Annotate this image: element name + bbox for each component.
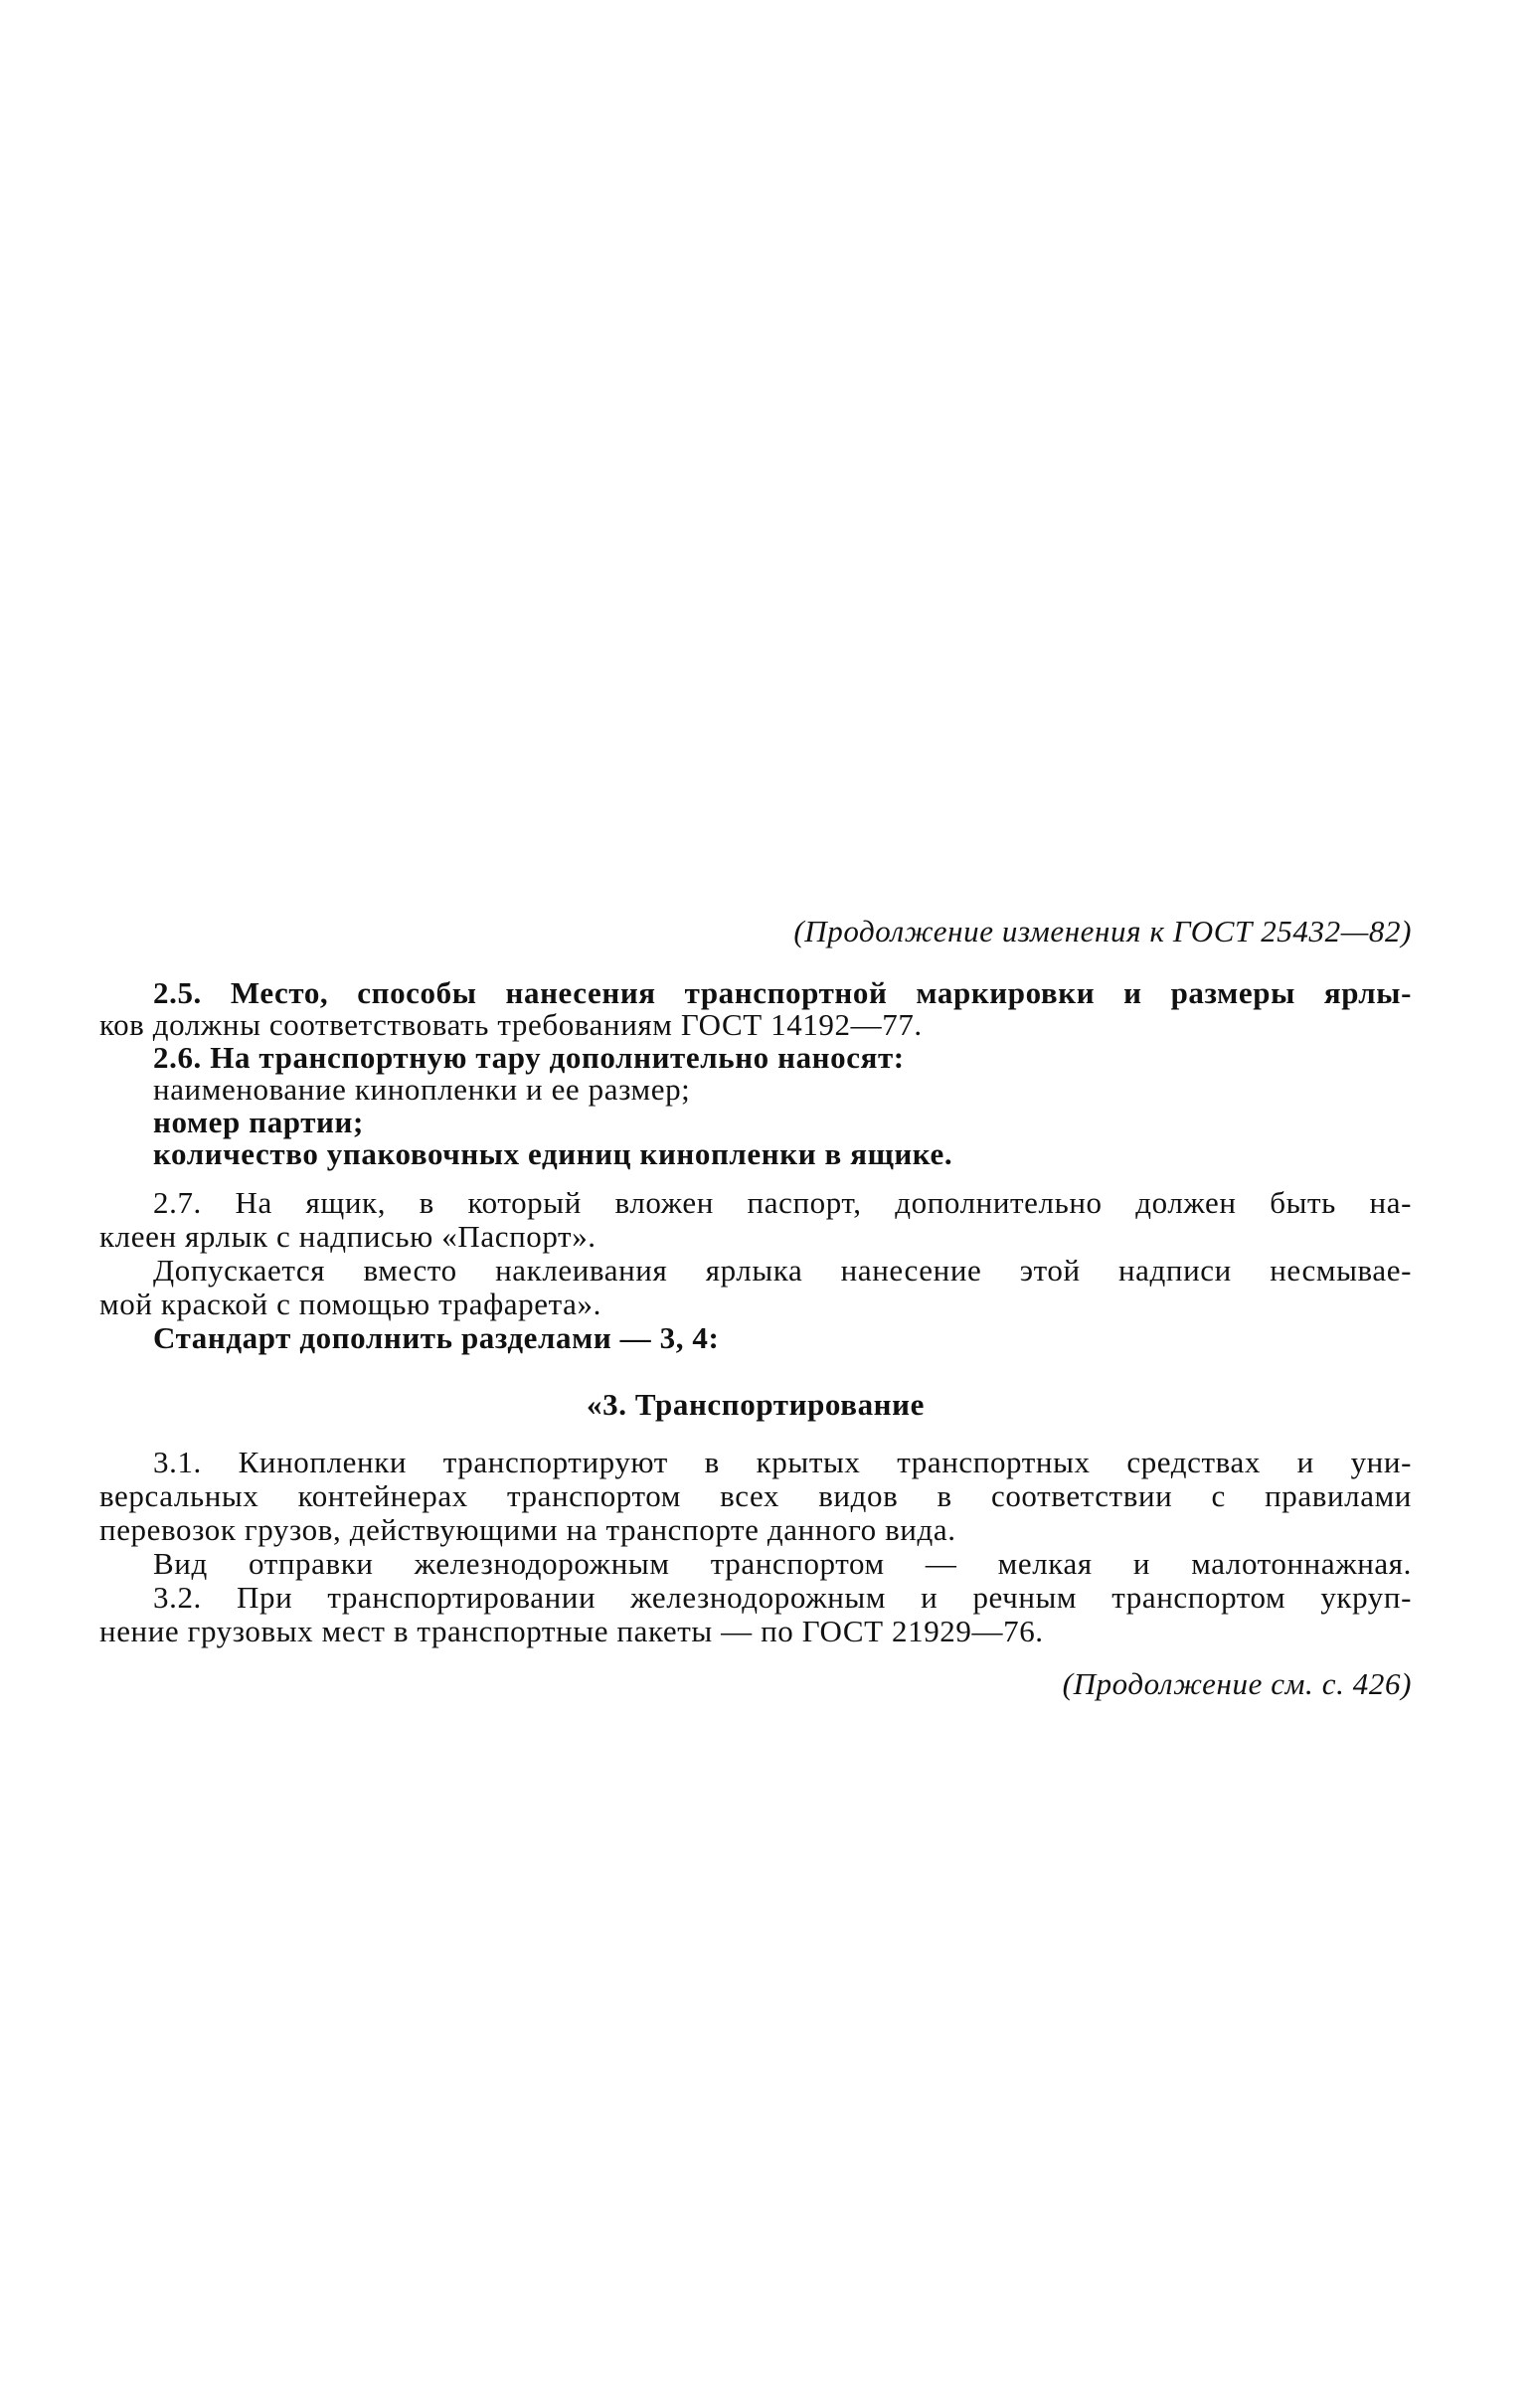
continuation-header: (Продолжение изменения к ГОСТ 25432—82) <box>793 914 1412 948</box>
paragraph-note-line-1: Допускается вместо наклеивания ярлыка нанесение этой надписи несмывае- <box>153 1253 1412 1288</box>
list-item: наименование кинопленки и ее размер; <box>153 1072 691 1107</box>
paragraph-amendment: Стандарт дополнить разделами — 3, 4: <box>153 1320 720 1355</box>
paragraph-3-2-line-2: нение грузовых мест в транспортные пакеты — по ГОСТ 21929—76. <box>99 1614 1044 1648</box>
paragraph-2-7-line-1: 2.7. На ящик, в который вложен паспорт, дополнительно должен быть на- <box>153 1185 1412 1220</box>
paragraph-note-line-2: мой краской с помощью трафарета». <box>99 1287 601 1321</box>
paragraph-2-5-line-1: 2.5. Место, способы нанесения транспортной маркировки и размеры ярлы- <box>153 975 1412 1010</box>
paragraph-3-2-line-1: 3.2. При транспортировании железнодорожным и речным транспортом укруп- <box>153 1580 1412 1615</box>
paragraph-2-5-line-2: ков должны соответствовать требованиям ГОСТ 14192—77. <box>99 1007 923 1042</box>
paragraph-shipment: Вид отправки железнодорожным транспортом — мелкая и малотоннажная. <box>153 1546 1412 1581</box>
continuation-footer: (Продолжение см. с. 426) <box>1062 1666 1412 1701</box>
list-item: количество упаковочных единиц кинопленки в ящике. <box>153 1136 953 1171</box>
paragraph-3-1-line-3: перевозок грузов, действующими на транспорте данного вида. <box>99 1512 956 1547</box>
paragraph-2-7-line-2: клеен ярлык с надписью «Паспорт». <box>99 1219 597 1254</box>
list-item: номер партии; <box>153 1105 364 1139</box>
paragraph-2-6: 2.6. На транспортную тару дополнительно наносят: <box>153 1040 905 1075</box>
section-heading: «3. Транспортирование <box>587 1387 925 1422</box>
paragraph-3-1-line-1: 3.1. Кинопленки транспортируют в крытых транспортных средствах и уни- <box>153 1445 1412 1479</box>
paragraph-3-1-line-2: версальных контейнерах транспортом всех видов в соответствии с правилами <box>99 1478 1412 1513</box>
